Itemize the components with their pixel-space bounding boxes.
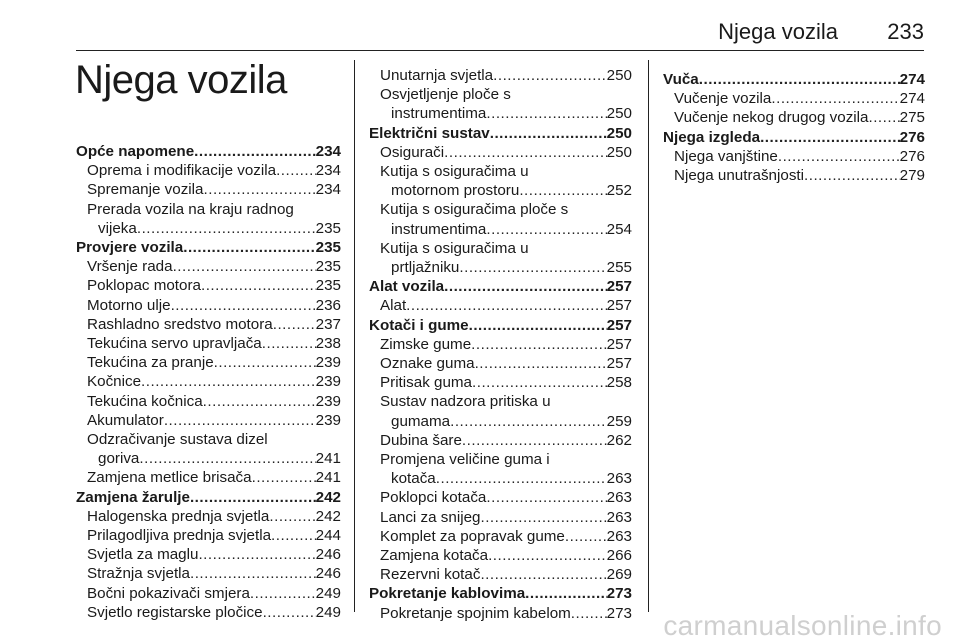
toc-entry[interactable] bbox=[76, 507, 341, 526]
toc-entry-text: Tekućina servo upravljača bbox=[87, 335, 262, 353]
toc-page-number: 242 bbox=[315, 507, 341, 525]
toc-entry-text: motornom prostoru bbox=[391, 182, 520, 200]
toc-section-entry[interactable] bbox=[663, 70, 925, 89]
leader-dots bbox=[273, 315, 316, 334]
toc-entry[interactable] bbox=[369, 104, 632, 123]
toc-entry-text: Njega vanjštine bbox=[674, 147, 778, 165]
toc-entry[interactable] bbox=[76, 296, 341, 315]
leader-dots bbox=[171, 296, 316, 315]
leader-dots bbox=[459, 258, 606, 277]
toc-entry-text: Svjetla za maglu bbox=[87, 546, 199, 564]
leader-dots bbox=[137, 219, 316, 238]
leader-dots bbox=[804, 166, 900, 185]
toc-page-number: 274 bbox=[899, 71, 925, 88]
toc-entry[interactable] bbox=[76, 603, 341, 622]
toc-entry-text: instrumentima bbox=[391, 220, 487, 238]
leader-dots bbox=[250, 584, 316, 603]
toc-entry-text: Poklopci kotača bbox=[380, 489, 487, 507]
toc-entry[interactable] bbox=[369, 200, 632, 219]
toc-entry-text: Osigurači bbox=[380, 143, 445, 161]
leader-dots bbox=[252, 468, 316, 487]
toc-section-entry[interactable] bbox=[369, 584, 632, 603]
leader-dots bbox=[214, 353, 316, 372]
leader-dots bbox=[486, 104, 606, 123]
toc-entry[interactable] bbox=[76, 315, 341, 334]
toc-page-number: 250 bbox=[606, 143, 632, 161]
leader-dots bbox=[444, 143, 607, 162]
leader-dots bbox=[276, 161, 316, 180]
toc-entry-text: Kotači i gume bbox=[369, 316, 469, 334]
toc-entry-text: Zimske gume bbox=[380, 335, 472, 353]
toc-page-number: 235 bbox=[315, 258, 341, 276]
toc-entry-text: Bočni pokazivači smjera bbox=[87, 584, 250, 602]
toc-entry-text: Pritisak guma bbox=[380, 374, 473, 392]
toc-entry[interactable] bbox=[76, 411, 341, 430]
leader-dots bbox=[490, 124, 607, 143]
toc-page-number: 241 bbox=[315, 469, 341, 487]
toc-page-number: 255 bbox=[606, 259, 632, 277]
toc-section-entry[interactable] bbox=[369, 277, 632, 296]
toc-page-number: 257 bbox=[606, 335, 632, 353]
toc-page-number: 234 bbox=[315, 162, 341, 180]
leader-dots bbox=[771, 89, 899, 108]
toc-section-entry[interactable] bbox=[369, 316, 632, 335]
toc-entry-text: Sustav nadzora pritiska u bbox=[380, 393, 551, 411]
toc-page-number: 244 bbox=[315, 527, 341, 545]
leader-dots bbox=[173, 257, 316, 276]
leader-dots bbox=[760, 128, 900, 147]
header-page-number: 233 bbox=[887, 19, 924, 44]
toc-page-number: 263 bbox=[606, 470, 632, 488]
leader-dots bbox=[462, 431, 607, 450]
toc-page-number: 266 bbox=[606, 547, 632, 565]
toc-entry[interactable] bbox=[369, 604, 632, 623]
toc-entry-text: Alat vozila bbox=[369, 278, 445, 296]
toc-entry[interactable] bbox=[76, 372, 341, 391]
leader-dots bbox=[480, 508, 606, 527]
toc-page-number: 276 bbox=[899, 128, 925, 146]
toc-entry-text: Prilagodljiva prednja svjetla bbox=[87, 527, 272, 545]
toc-entry[interactable] bbox=[369, 508, 632, 527]
toc-page-number: 246 bbox=[315, 546, 341, 564]
toc-entry[interactable] bbox=[76, 564, 341, 583]
toc-page-number: 275 bbox=[899, 109, 925, 127]
leader-dots bbox=[406, 296, 606, 315]
toc-section-entry[interactable] bbox=[76, 488, 341, 507]
toc-page-number: 263 bbox=[606, 508, 632, 526]
toc-entry-text: Motorno ulje bbox=[87, 296, 171, 314]
toc-page-number: 235 bbox=[315, 239, 341, 257]
toc-entry[interactable] bbox=[369, 450, 632, 469]
running-header bbox=[76, 10, 924, 48]
leader-dots bbox=[486, 220, 606, 239]
toc-entry-text: Komplet za popravak gume bbox=[380, 527, 565, 545]
toc-page-number: 257 bbox=[606, 297, 632, 315]
toc-page-number: 239 bbox=[315, 392, 341, 410]
toc-page-number: 254 bbox=[606, 220, 632, 238]
leader-dots bbox=[164, 411, 316, 430]
toc-entry[interactable] bbox=[369, 392, 632, 411]
toc-entry[interactable] bbox=[76, 430, 341, 449]
toc-entry[interactable] bbox=[76, 468, 341, 487]
toc-entry[interactable] bbox=[369, 412, 632, 431]
toc-entry[interactable] bbox=[76, 353, 341, 372]
leader-dots bbox=[469, 316, 607, 335]
toc-page-number: 257 bbox=[606, 355, 632, 373]
toc-entry-text: Tekućina kočnica bbox=[87, 392, 203, 410]
toc-entry-text: gumama bbox=[391, 412, 451, 430]
leader-dots bbox=[475, 354, 607, 373]
leader-dots bbox=[471, 335, 607, 354]
toc-entry[interactable] bbox=[76, 392, 341, 411]
leader-dots bbox=[444, 277, 607, 296]
leader-dots bbox=[203, 392, 316, 411]
toc-page-number: 237 bbox=[315, 315, 341, 333]
toc-entry-text: Alat bbox=[380, 297, 407, 315]
toc-entry-text: Oprema i modifikacije vozila bbox=[87, 162, 277, 180]
toc-entry[interactable] bbox=[369, 162, 632, 181]
toc-entry-text: kotača bbox=[391, 470, 436, 488]
toc-entry-text: Vučenje vozila bbox=[674, 90, 772, 108]
column-divider bbox=[354, 60, 355, 612]
leader-dots bbox=[190, 564, 316, 583]
toc-page-number: 273 bbox=[606, 604, 632, 622]
toc-entry-text: Dubina šare bbox=[380, 431, 462, 449]
toc-entry[interactable] bbox=[76, 276, 341, 295]
leader-dots bbox=[190, 488, 316, 507]
toc-entry-text: Halogenska prednja svjetla bbox=[87, 507, 270, 525]
leader-dots bbox=[263, 603, 316, 622]
toc-entry[interactable] bbox=[663, 108, 925, 127]
toc-entry[interactable] bbox=[76, 219, 341, 238]
toc-page-number: 241 bbox=[315, 450, 341, 468]
toc-entry[interactable] bbox=[76, 257, 341, 276]
toc-entry-text: Svjetlo registarske pločice bbox=[87, 603, 263, 621]
toc-page-number: 259 bbox=[606, 412, 632, 430]
toc-section-entry[interactable] bbox=[76, 142, 341, 161]
toc-entry-text: Vuča bbox=[663, 71, 699, 88]
toc-page-number: 249 bbox=[315, 603, 341, 621]
toc-entry-text: Stražnja svjetla bbox=[87, 565, 190, 583]
toc-entry-text: Rashladno sredstvo motora bbox=[87, 315, 273, 333]
toc-entry-text: Opće napomene bbox=[76, 143, 195, 160]
toc-entry[interactable] bbox=[369, 354, 632, 373]
leader-dots bbox=[488, 546, 607, 565]
leader-dots bbox=[141, 372, 316, 391]
toc-entry-text: Prerada vozila na kraju radnog bbox=[87, 200, 294, 218]
toc-entry-text: Osvjetljenje ploče s bbox=[380, 86, 511, 104]
toc-entry-text: Njega unutrašnjosti bbox=[674, 167, 805, 185]
leader-dots bbox=[262, 334, 316, 353]
toc-entry[interactable] bbox=[369, 546, 632, 565]
toc-entry-text: Odzračivanje sustava dizel bbox=[87, 431, 268, 449]
toc-page-number: 274 bbox=[899, 90, 925, 108]
leader-dots bbox=[204, 180, 316, 199]
toc-column-2 bbox=[369, 66, 632, 623]
toc-entry[interactable] bbox=[76, 545, 341, 564]
toc-entry[interactable] bbox=[369, 181, 632, 200]
toc-entry[interactable] bbox=[369, 373, 632, 392]
toc-entry[interactable] bbox=[663, 166, 925, 185]
toc-entry[interactable] bbox=[76, 526, 341, 545]
toc-page-number: 242 bbox=[315, 488, 341, 506]
toc-entry-text: Rezervni kotač bbox=[380, 566, 481, 584]
toc-page-number: 235 bbox=[315, 219, 341, 237]
toc-page-number: 234 bbox=[315, 181, 341, 199]
toc-entry-text: goriva bbox=[98, 450, 140, 468]
leader-dots bbox=[194, 142, 316, 161]
toc-page-number: 279 bbox=[899, 167, 925, 185]
toc-entry-text: Kutija s osiguračima ploče s bbox=[380, 201, 569, 219]
toc-page-number: 238 bbox=[315, 335, 341, 353]
toc-page-number: 252 bbox=[606, 182, 632, 200]
toc-entry[interactable] bbox=[369, 527, 632, 546]
toc-entry-text: Pokretanje spojnim kabelom bbox=[380, 604, 571, 622]
toc-page-number: 250 bbox=[606, 105, 632, 123]
toc-entry-text: Poklopac motora bbox=[87, 277, 201, 295]
toc-entry[interactable] bbox=[76, 200, 341, 219]
leader-dots bbox=[486, 488, 606, 507]
toc-entry-text: Provjere vozila bbox=[76, 239, 184, 257]
header-title: Njega vozila bbox=[718, 19, 838, 44]
leader-dots bbox=[198, 545, 315, 564]
toc-page-number: 250 bbox=[606, 124, 632, 142]
toc-entry[interactable] bbox=[369, 296, 632, 315]
toc-entry-text: Akumulator bbox=[87, 411, 164, 429]
toc-entry[interactable] bbox=[369, 469, 632, 488]
toc-entry-text: Spremanje vozila bbox=[87, 181, 204, 199]
toc-section-entry[interactable] bbox=[76, 238, 341, 257]
toc-entry[interactable] bbox=[369, 85, 632, 104]
toc-page-number: 236 bbox=[315, 296, 341, 314]
toc-entry-text: Promjena veličine guma i bbox=[380, 451, 550, 469]
toc-page-number: 234 bbox=[315, 143, 341, 160]
toc-entry[interactable] bbox=[369, 258, 632, 277]
toc-entry[interactable] bbox=[663, 89, 925, 108]
toc-section-entry[interactable] bbox=[369, 124, 632, 143]
toc-entry-text: Kutija s osiguračima u bbox=[380, 239, 529, 257]
leader-dots bbox=[565, 527, 607, 546]
toc-entry-text: Pokretanje kablovima bbox=[369, 585, 526, 603]
toc-page-number: 235 bbox=[315, 277, 341, 295]
toc-entry-text: Kočnice bbox=[87, 373, 142, 391]
toc-entry-text: Unutarnja svjetla bbox=[380, 67, 494, 84]
toc-entry-text: Vršenje rada bbox=[87, 258, 173, 276]
toc-page-number: 273 bbox=[606, 585, 632, 603]
toc-column-3 bbox=[663, 70, 925, 185]
leader-dots bbox=[868, 108, 899, 127]
toc-page-number: 263 bbox=[606, 527, 632, 545]
watermark: carmanualsonline.info bbox=[663, 610, 942, 641]
toc-page-number: 239 bbox=[315, 354, 341, 372]
leader-dots bbox=[271, 526, 316, 545]
toc-entry[interactable] bbox=[369, 66, 632, 85]
leader-dots bbox=[519, 181, 606, 200]
leader-dots bbox=[480, 565, 606, 584]
toc-entry-text: Električni sustav bbox=[369, 124, 490, 142]
toc-entry-text: Zamjena metlice brisača bbox=[87, 469, 252, 487]
leader-dots bbox=[571, 604, 607, 623]
toc-page-number: 257 bbox=[606, 316, 632, 334]
toc-page-number: 239 bbox=[315, 373, 341, 391]
header-rule bbox=[76, 50, 924, 51]
leader-dots bbox=[183, 238, 315, 257]
toc-entry[interactable] bbox=[76, 449, 341, 468]
toc-entry-text: prtljažniku bbox=[391, 259, 460, 277]
toc-page-number: 249 bbox=[315, 584, 341, 602]
leader-dots bbox=[269, 507, 315, 526]
leader-dots bbox=[493, 66, 607, 85]
toc-entry[interactable] bbox=[76, 180, 341, 199]
toc-entry[interactable] bbox=[76, 334, 341, 353]
toc-entry[interactable] bbox=[76, 584, 341, 603]
leader-dots bbox=[139, 449, 315, 468]
toc-page-number: 257 bbox=[606, 278, 632, 296]
toc-entry-text: instrumentima bbox=[391, 105, 487, 123]
toc-entry[interactable] bbox=[369, 488, 632, 507]
toc-entry[interactable] bbox=[369, 143, 632, 162]
toc-page-number: 263 bbox=[606, 489, 632, 507]
leader-dots bbox=[472, 373, 607, 392]
toc-page-number: 250 bbox=[606, 67, 632, 84]
toc-entry-text: Zamjena kotača bbox=[380, 547, 489, 565]
toc-entry-text: Zamjena žarulje bbox=[76, 488, 190, 506]
toc-entry-text: vijeka bbox=[98, 219, 137, 237]
toc-page-number: 258 bbox=[606, 374, 632, 392]
toc-column-1 bbox=[76, 142, 341, 622]
leader-dots bbox=[778, 147, 900, 166]
toc-entry-text: Tekućina za pranje bbox=[87, 354, 214, 372]
leader-dots bbox=[525, 584, 606, 603]
toc-entry-text: Vučenje nekog drugog vozila bbox=[674, 109, 869, 127]
toc-page-number: 276 bbox=[899, 147, 925, 165]
leader-dots bbox=[699, 70, 900, 89]
toc-entry[interactable] bbox=[369, 220, 632, 239]
toc-page-number: 262 bbox=[606, 431, 632, 449]
leader-dots bbox=[436, 469, 607, 488]
leader-dots bbox=[201, 276, 316, 295]
toc-entry[interactable] bbox=[369, 239, 632, 258]
toc-entry[interactable] bbox=[76, 161, 341, 180]
toc-entry-text: Lanci za snijeg bbox=[380, 508, 481, 526]
toc-entry-text: Njega izgleda bbox=[663, 128, 761, 146]
leader-dots bbox=[450, 412, 607, 431]
toc-section-entry[interactable] bbox=[663, 128, 925, 147]
toc-page-number: 239 bbox=[315, 411, 341, 429]
toc-entry-text: Oznake guma bbox=[380, 355, 475, 373]
toc-entry[interactable] bbox=[663, 147, 925, 166]
page-title: Njega vozila bbox=[75, 58, 287, 102]
toc-entry[interactable] bbox=[369, 335, 632, 354]
column-divider bbox=[648, 60, 649, 612]
toc-page-number: 269 bbox=[606, 566, 632, 584]
toc-entry[interactable] bbox=[369, 431, 632, 450]
toc-entry-text: Kutija s osiguračima u bbox=[380, 163, 529, 181]
toc-entry[interactable] bbox=[369, 565, 632, 584]
toc-page-number: 246 bbox=[315, 565, 341, 583]
